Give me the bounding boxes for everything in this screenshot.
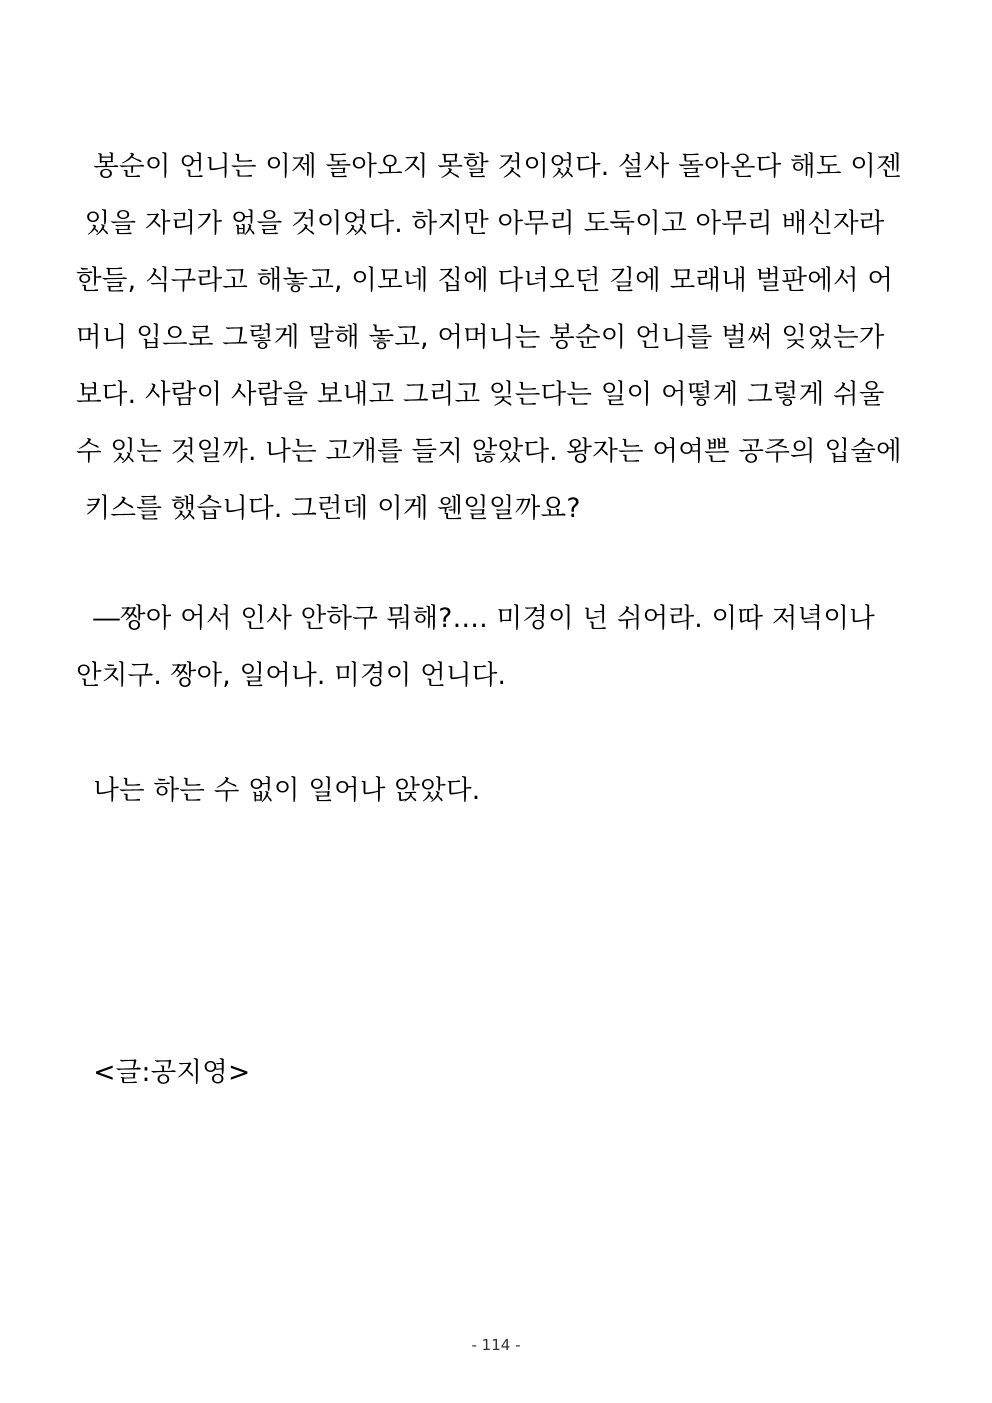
author-credit xyxy=(76,1044,926,1101)
text-line: 수 있는 것일까. 나는 고개를 들지 않았다. 왕자는 어여쁜 공주의 입술에 xyxy=(76,436,902,467)
paragraph-2 xyxy=(76,590,926,704)
text-line: <글:공지영> xyxy=(76,1057,251,1088)
text-line: 키스를 했습니다. 그런데 이게 웬일일까요? xyxy=(76,493,581,524)
text-line: 한들, 식구라고 해놓고, 이모네 집에 다녀오던 길에 모래내 벌판에서 어 xyxy=(76,265,894,296)
text-line: ―짱아 어서 인사 안하구 뭐해?…. 미경이 넌 쉬어라. 이따 저녁이나 xyxy=(76,603,875,634)
text-line: 안치구. 짱아, 일어나. 미경이 언니다. xyxy=(76,660,507,691)
text-line: 나는 하는 수 없이 일어나 앉았다. xyxy=(76,775,481,806)
text-line: 보다. 사람이 사람을 보내고 그리고 잊는다는 일이 어떻게 그렇게 쉬울 xyxy=(76,379,885,410)
text-line: 머니 입으로 그렇게 말해 놓고, 어머니는 봉순이 언니를 벌써 잊었는가 xyxy=(76,322,885,353)
paragraph-1 xyxy=(76,138,926,537)
page-number: - 114 - xyxy=(471,1336,521,1354)
text-line: 있을 자리가 없을 것이었다. 하지만 아무리 도둑이고 아무리 배신자라 xyxy=(76,208,885,239)
paragraph-3 xyxy=(76,762,926,819)
text-line: 봉순이 언니는 이제 돌아오지 못할 것이었다. 설사 돌아온다 해도 이젠 xyxy=(76,151,902,182)
